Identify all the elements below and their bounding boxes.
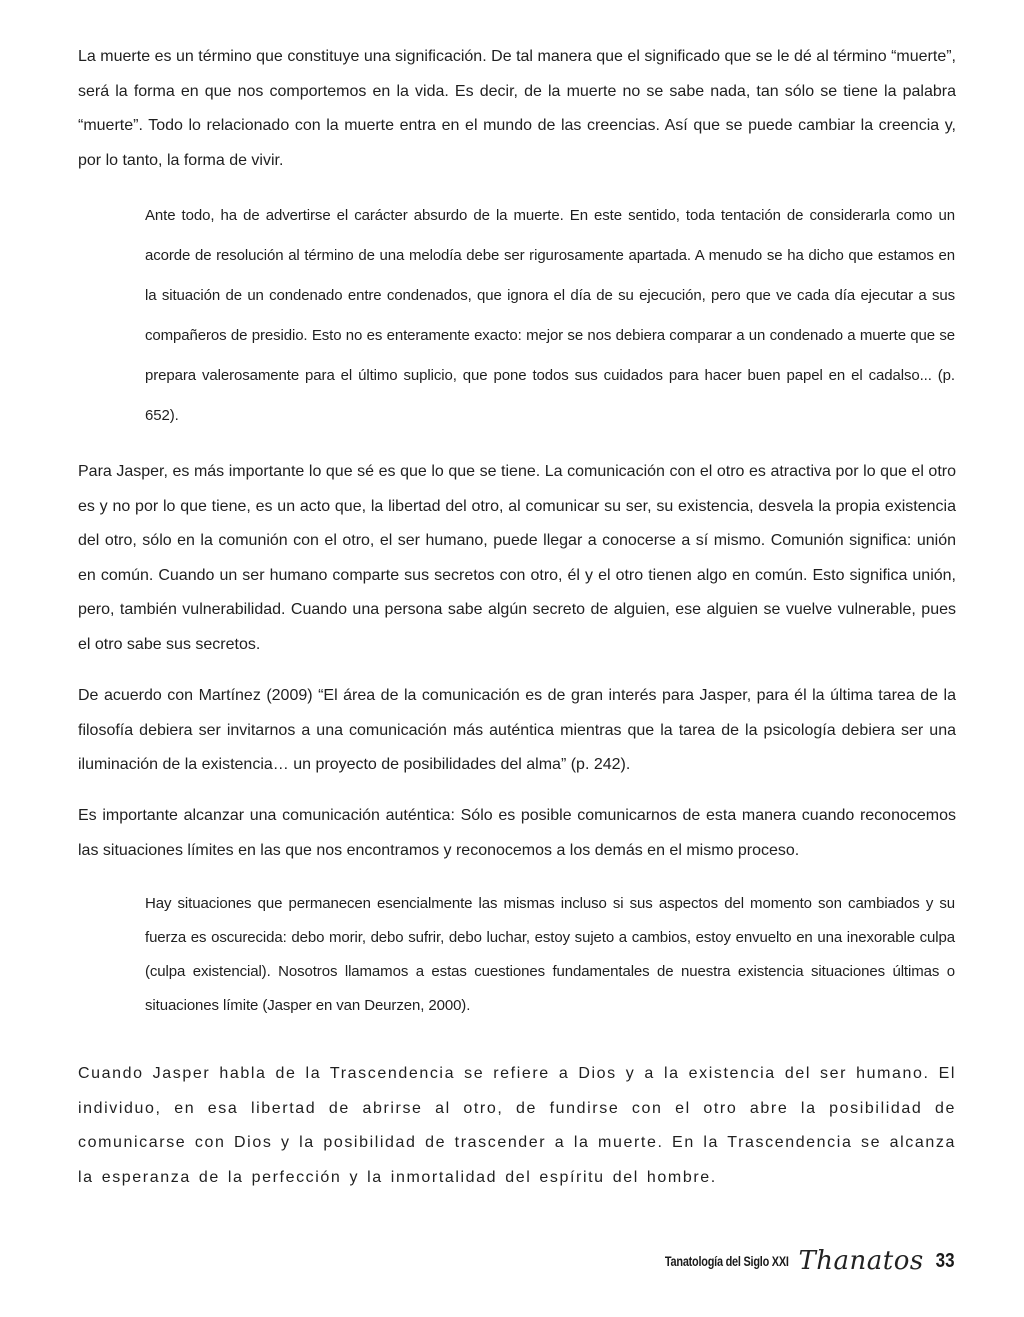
page-footer [630,1243,956,1279]
paragraph-martinez-citation: De acuerdo con Martínez (2009) “El área de la comunicación es de gran interés para Jasper, para él la última tarea de la filosofía debiera ser invitarnos a una comunicación más auténtica mientras que la tarea de la psicología debiera ser una iluminación de la existencia… un proyecto de posibilidades del alma” (p. 242). [78,687,956,773]
block-quote-absurd-death: Ante todo, ha de advertirse el carácter absurdo de la muerte. En este sentido, toda tentación de considerarla como un acorde de resolución al término de una melodía debe ser rigurosamente apartada. A menudo se ha dicho que estamos en la situación de un condenado entre condenados, que ignora el día de su ejecución, pero que ve cada día ejecutar a sus compañeros de presidio. Esto no es enteramente exacto: mejor se nos debiera comparar a un condenado a muerte que se prepara valerosamente para el último suplicio, que pone todos sus cuidados para hacer buen papel en el cadalso... (p. 652). [145,207,955,424]
paragraph-transcendence: Cuando Jasper habla de la Trascendencia se refiere a Dios y a la existencia del ser humano. El individuo, en esa libertad de abrirse al otro, de fundirse con el otro abre la posibilidad de comunicarse con Dios y la posibilidad de trascender a la muerte. En la Trascendencia se alcanza la esperanza de la perfección y la inmortalidad del espíritu del hombre. [78,1065,956,1186]
paragraph-death-meaning: La muerte es un término que constituye una significación. De tal manera que el significado que se le dé al término “muerte”, será la forma en que nos comportemos en la vida. Es decir, de la muerte no se sabe nada, tan sólo se tiene la palabra “muerte”. Todo lo relacionado con la muerte entra en el mundo de las creencias. Así que se puede cambiar la creencia y, por lo tanto, la forma de vivir. [78,48,956,169]
page-number: 33 [935,1249,955,1272]
journal-name: Tanatología del Siglo XXI [664,1253,789,1269]
thanatos-logo: Thanatos [798,1246,924,1276]
paragraph-authentic-communication: Es importante alcanzar una comunicación auténtica: Sólo es posible comunicarnos de esta manera cuando reconocemos las situaciones límites en las que nos encontramos y reconocemos a los demás en el mismo proceso. [78,807,956,859]
paragraph-jasper-communication: Para Jasper, es más importante lo que sé es que lo que se tiene. La comunicación con el otro es atractiva por lo que el otro es y no por lo que tiene, es un acto que, la libertad del otro, al comunicar su ser, su existencia, desvela la propia existencia del otro, sólo en la comunión con el otro, el ser humano, puede llegar a conocerse a sí mismo. Comunión significa: unión en común. Cuando un ser humano comparte sus secretos con otro, él y el otro tienen algo en común. Esto significa unión, pero, también vulnerabilidad. Cuando una persona sabe algún secreto de alguien, ese alguien se vuelve vulnerable, pues el otro sabe sus secretos. [78,463,956,653]
block-quote-limit-situations: Hay situaciones que permanecen esencialmente las mismas incluso si sus aspectos del momento son cambiados y su fuerza es oscurecida: debo morir, debo sufrir, debo luchar, estoy sujeto a cambios, estoy envuelto en una inexorable culpa (culpa existencial). Nosotros llamamos a estas cuestiones fundamentales de nuestra existencia situaciones últimas o situaciones límite (Jasper en van Deurzen, 2000). [145,895,955,1014]
